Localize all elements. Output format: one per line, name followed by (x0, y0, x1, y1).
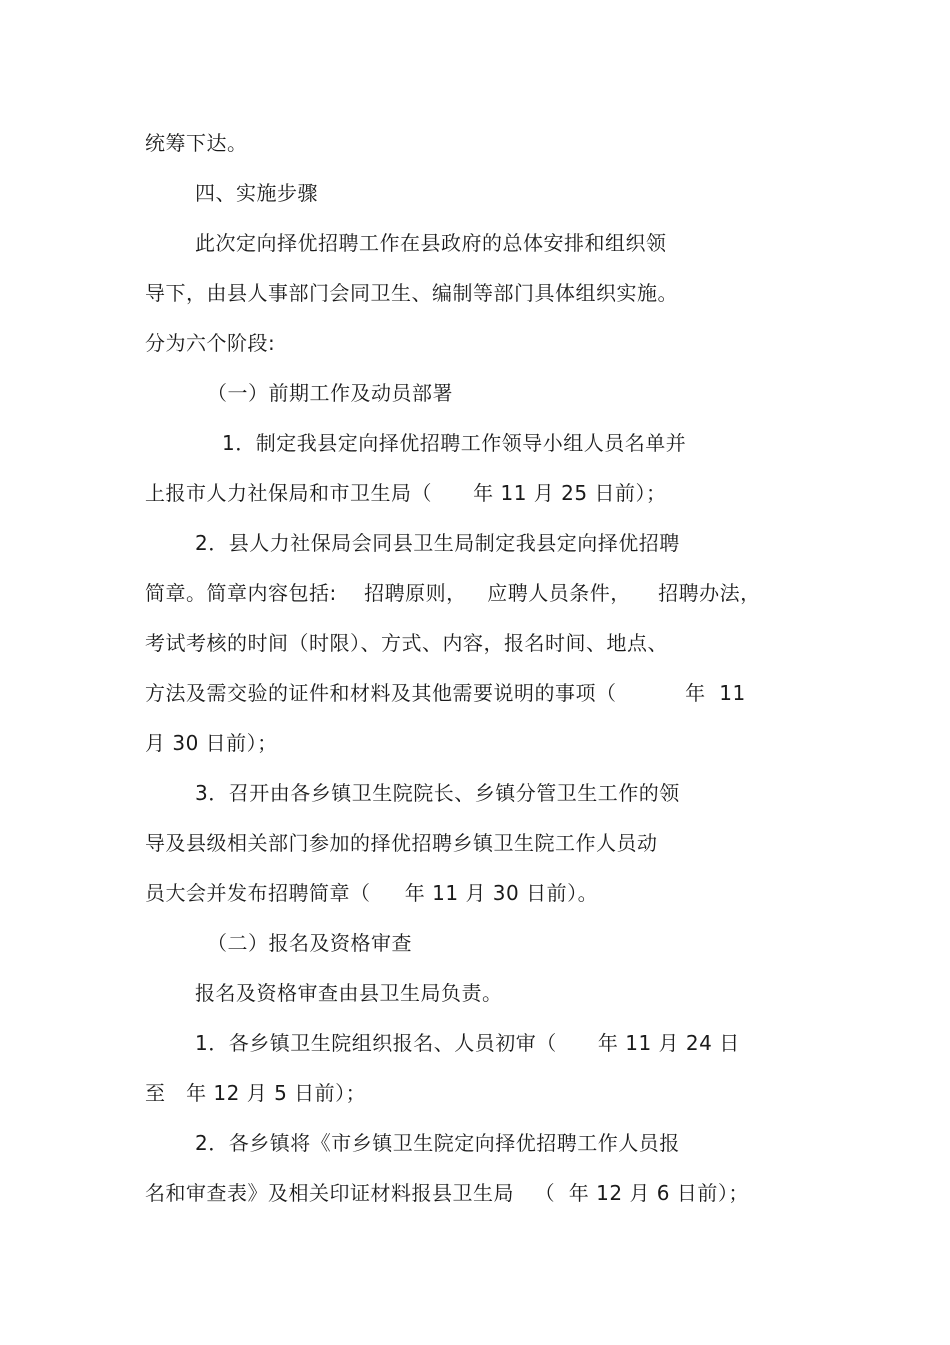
text-line: 2．各乡镇将《市乡镇卫生院定向择优招聘工作人员报 (195, 1131, 680, 1155)
text-line: 考试考核的时间（时限）、方式、内容，报名时间、地点、 (145, 631, 668, 655)
text-line: 导及县级相关部门参加的择优招聘乡镇卫生院工作人员动 (145, 831, 658, 855)
text-line: 员大会并发布招聘简章（ 年 11 月 30 日前）。 (145, 881, 599, 905)
subsection-heading: （二）报名及资格审查 (207, 931, 412, 955)
text-line: 统筹下达。 (145, 131, 248, 155)
text-line: 月 30 日前）； (145, 731, 278, 755)
text-line: 上报市人力社保局和市卫生局（ 年 11 月 25 日前）； (145, 481, 667, 505)
text-line: 简章。简章内容包括: 招聘原则， 应聘人员条件， 招聘办法， (145, 581, 761, 605)
section-heading: 四、实施步骤 (195, 181, 318, 205)
text-line: 1．制定我县定向择优招聘工作领导小组人员名单并 (222, 431, 687, 455)
subsection-heading: （一）前期工作及动员部署 (207, 381, 453, 405)
text-line: 名和审查表》及相关印证材料报县卫生局 （ 年 12 月 6 日前）； (145, 1181, 749, 1205)
text-line: 分为六个阶段: (145, 331, 276, 355)
text-line: 2．县人力社保局会同县卫生局制定我县定向择优招聘 (195, 531, 680, 555)
text-line: 导下，由县人事部门会同卫生、编制等部门具体组织实施。 (145, 281, 678, 305)
text-line: 报名及资格审查由县卫生局负责。 (195, 981, 503, 1005)
text-line: 至 年 12 月 5 日前）； (145, 1081, 367, 1105)
text-line: 3．召开由各乡镇卫生院院长、乡镇分管卫生工作的领 (195, 781, 680, 805)
text-line: 方法及需交验的证件和材料及其他需要说明的事项（ 年 11 (145, 681, 746, 705)
text-line: 1．各乡镇卫生院组织报名、人员初审（ 年 11 月 24 日 (195, 1031, 740, 1055)
text-line: 此次定向择优招聘工作在县政府的总体安排和组织领 (195, 231, 667, 255)
